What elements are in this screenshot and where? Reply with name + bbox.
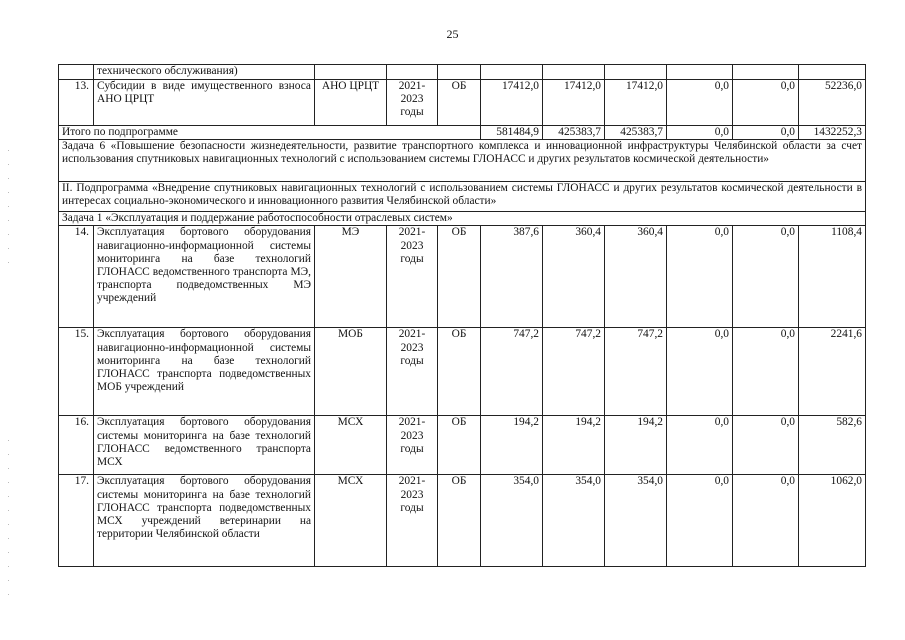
value-2023: 17412,0: [605, 80, 667, 126]
value-2023: 747,2: [605, 328, 667, 416]
continuation-text: технического обслуживания): [94, 65, 315, 80]
subprogram-2-heading: II. Подпрограмма «Внедрение спутниковых навигационных технологий с использованием системы ГЛОНАСС и других результатов космической деятельности в интересах социально-экономического и инновационного развития Челябинской области»: [59, 182, 866, 212]
row-number: 13.: [59, 80, 94, 126]
funding-source: ОБ: [438, 328, 481, 416]
executor: МЭ: [315, 226, 387, 328]
value-2022: 194,2: [543, 416, 605, 475]
executor: МСХ: [315, 416, 387, 475]
section-row: [59, 140, 866, 182]
cell-empty: [59, 65, 94, 80]
activity-name: Эксплуатация бортового оборудования навигационно-информационной системы мониторинга на базе технологий ГЛОНАСС ведомственного транспорта МЭ, транспорта подведомственных МЭ учреждений: [94, 226, 315, 328]
value-2022: 354,0: [543, 475, 605, 567]
value-2022: 17412,0: [543, 80, 605, 126]
scan-artifact: [8, 440, 9, 600]
value-total: 582,6: [799, 416, 866, 475]
value-2022: 360,4: [543, 226, 605, 328]
value-2023: 194,2: [605, 416, 667, 475]
value-4: 0,0: [667, 328, 733, 416]
years: 2021-2023 годы: [387, 328, 438, 416]
page-number: 25: [446, 27, 459, 41]
table-row: [59, 226, 866, 328]
value-total: 1108,4: [799, 226, 866, 328]
subtotal-total: 1432252,3: [799, 126, 866, 140]
task-1-heading: Задача 1 «Эксплуатация и поддержание работоспособности отраслевых систем»: [59, 212, 866, 226]
table-row: [59, 328, 866, 416]
row-number: 16.: [59, 416, 94, 475]
value-2021: 387,6: [481, 226, 543, 328]
continuation-row: [59, 65, 866, 80]
table-row: [59, 80, 866, 126]
value-2021: 17412,0: [481, 80, 543, 126]
row-number: 14.: [59, 226, 94, 328]
value-4: 0,0: [667, 475, 733, 567]
years: 2021-2023 годы: [387, 416, 438, 475]
executor: АНО ЦРЦТ: [315, 80, 387, 126]
value-4: 0,0: [667, 80, 733, 126]
activity-name: Субсидии в виде имущественного взноса АНО ЦРЦТ: [94, 80, 315, 126]
years: 2021-2023 годы: [387, 475, 438, 567]
subtotal-row: [59, 126, 866, 140]
section-row: [59, 182, 866, 212]
value-2021: 747,2: [481, 328, 543, 416]
value-total: 52236,0: [799, 80, 866, 126]
value-2023: 354,0: [605, 475, 667, 567]
subtotal-label: Итого по подпрограмме: [59, 126, 481, 140]
subtotal-5: 0,0: [733, 126, 799, 140]
subtotal-4: 0,0: [667, 126, 733, 140]
years: 2021-2023 годы: [387, 80, 438, 126]
program-table: [58, 64, 866, 567]
subtotal-2022: 425383,7: [543, 126, 605, 140]
activity-name: Эксплуатация бортового оборудования навигационно-информационной системы мониторинга на базе технологий ГЛОНАСС транспорта подведомственных МОБ учреждений: [94, 328, 315, 416]
row-number: 15.: [59, 328, 94, 416]
funding-source: ОБ: [438, 416, 481, 475]
value-5: 0,0: [733, 226, 799, 328]
task-6-heading: Задача 6 «Повышение безопасности жизнедеятельности, развитие транспортного комплекса и инновационной инфраструктуры Челябинской области за счет использования спутниковых навигационных технологий с использованием системы ГЛОНАСС и других результатов космической деятельности»: [59, 140, 866, 182]
value-4: 0,0: [667, 226, 733, 328]
value-5: 0,0: [733, 475, 799, 567]
activity-name: Эксплуатация бортового оборудования системы мониторинга на базе технологий ГЛОНАСС ведомственного транспорта МСХ: [94, 416, 315, 475]
executor: МСХ: [315, 475, 387, 567]
value-2022: 747,2: [543, 328, 605, 416]
activity-name: Эксплуатация бортового оборудования системы мониторинга на базе технологий ГЛОНАСС транспорта подведомственных МСХ учреждений ветеринарии на территории Челябинской области: [94, 475, 315, 567]
table-row: [59, 416, 866, 475]
years: 2021-2023 годы: [387, 226, 438, 328]
value-5: 0,0: [733, 80, 799, 126]
funding-source: ОБ: [438, 475, 481, 567]
funding-source: ОБ: [438, 80, 481, 126]
value-total: 1062,0: [799, 475, 866, 567]
section-row: [59, 212, 866, 226]
value-2023: 360,4: [605, 226, 667, 328]
scan-artifact: [8, 150, 9, 270]
table-row: [59, 475, 866, 567]
value-total: 2241,6: [799, 328, 866, 416]
value-5: 0,0: [733, 416, 799, 475]
row-number: 17.: [59, 475, 94, 567]
value-2021: 194,2: [481, 416, 543, 475]
executor: МОБ: [315, 328, 387, 416]
value-5: 0,0: [733, 328, 799, 416]
subtotal-2021: 581484,9: [481, 126, 543, 140]
value-4: 0,0: [667, 416, 733, 475]
subtotal-2023: 425383,7: [605, 126, 667, 140]
funding-source: ОБ: [438, 226, 481, 328]
value-2021: 354,0: [481, 475, 543, 567]
